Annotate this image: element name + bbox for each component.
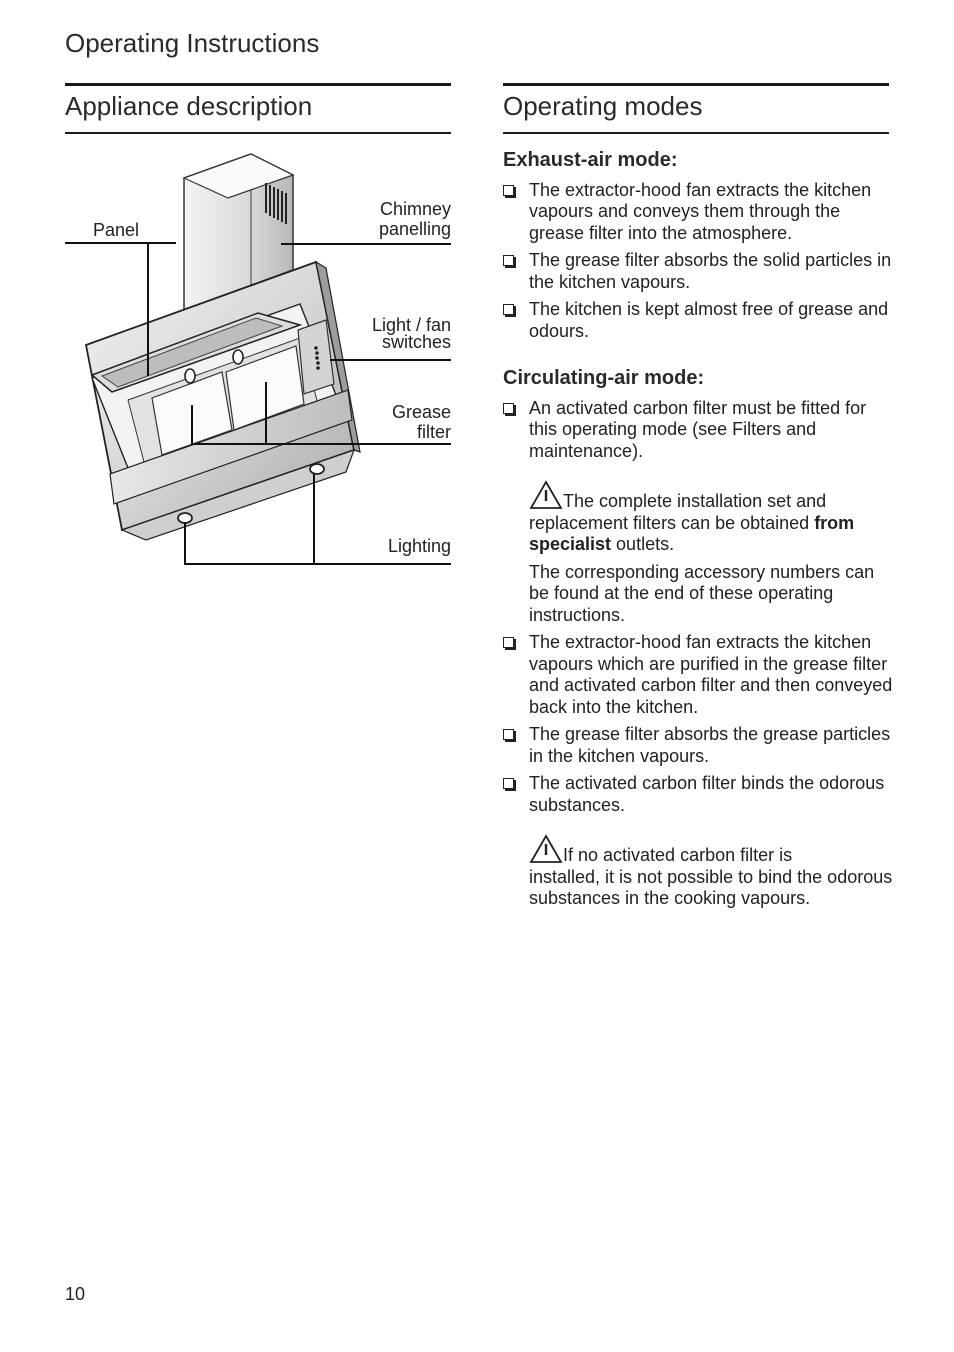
list-item [503,724,893,767]
checkbox-bullet-icon [503,185,514,196]
note-first-line [529,834,893,867]
list-item [503,250,893,293]
label-lighting: Lighting [387,536,451,556]
accessory-numbers-paragraph: The corresponding accessory numbers can be found at the end of these operating instructions. [529,561,875,625]
leader-lighting-h [184,563,451,565]
leader-grease-h [192,443,451,445]
leader-chimney [281,243,451,245]
leader-grease-v2 [265,382,267,444]
list-item-text: The grease filter absorbs the solid particles in the kitchen vapours. [529,250,892,292]
checkbox-bullet-icon [503,304,514,315]
list-item [503,632,893,718]
note-continuation: installed, it is not possible to bind the odorous substances in the cooking vapours. [529,866,893,908]
leader-lighting-v1 [184,522,186,565]
exhaust-air-heading: Exhaust-air mode: [503,149,678,171]
list-item [503,180,893,245]
checkbox-bullet-icon [503,403,514,414]
operating-modes-content [503,150,893,916]
note-after-text: outlets. [611,534,675,554]
appliance-description-title: Appliance description [65,91,313,121]
note-installation-set [503,480,893,556]
circulating-air-list-intro [503,398,893,463]
leader-lighting-v2 [313,473,315,565]
exhaust-air-list [503,180,893,343]
list-item-text: The extractor-hood fan extracts the kitchen vapours which are purified in the grease filter and activated carbon filter and then conveyed back into the kitchen. [529,632,893,717]
list-item-text: The extractor-hood fan extracts the kitchen vapours and conveys them through the grease filter into the atmosphere. [529,179,872,243]
list-item-text: An activated carbon filter must be fitted for this operating mode (see Filters and maintenance). [529,397,867,461]
note-bold-text: from specialist [529,512,855,554]
checkbox-bullet-icon [503,255,514,266]
operating-modes-title: Operating modes [503,91,703,121]
leader-grease-v1 [191,405,193,445]
warning-icon [529,480,563,510]
list-item-text: The grease filter absorbs the grease particles in the kitchen vapours. [529,724,891,766]
warning-icon [529,834,563,864]
checkbox-bullet-icon [503,778,514,789]
list-item-text: The activated carbon filter binds the odorous substances. [529,773,885,815]
list-item [503,398,893,463]
note-first-text: The complete installation set and [563,491,827,511]
list-item-text: The kitchen is kept almost free of grease and odours. [529,299,889,341]
page-header: Operating Instructions [65,28,320,58]
leader-panel-h [65,242,176,244]
checkbox-bullet-icon [503,729,514,740]
note-continuation: replacement filters can be obtained [529,512,810,533]
label-panel: Panel [93,220,140,240]
leader-switches [330,359,451,361]
label-light-fan-switches: Light / fan switches [371,315,451,352]
note-first-text: If no activated carbon filter is [563,845,793,865]
hood-body [86,262,360,540]
list-item [503,773,893,816]
label-grease-filter: Grease filter [391,402,451,442]
list-item [503,299,893,342]
circulating-air-list [503,632,893,816]
leader-panel-v [147,242,149,376]
circulating-air-heading: Circulating-air mode: [503,367,705,389]
label-chimney-panelling: Chimney panelling [378,199,451,239]
page-number: 10 [65,1284,86,1304]
checkbox-bullet-icon [503,637,514,648]
note-no-carbon-filter [503,834,893,910]
note-first-line [529,480,893,513]
